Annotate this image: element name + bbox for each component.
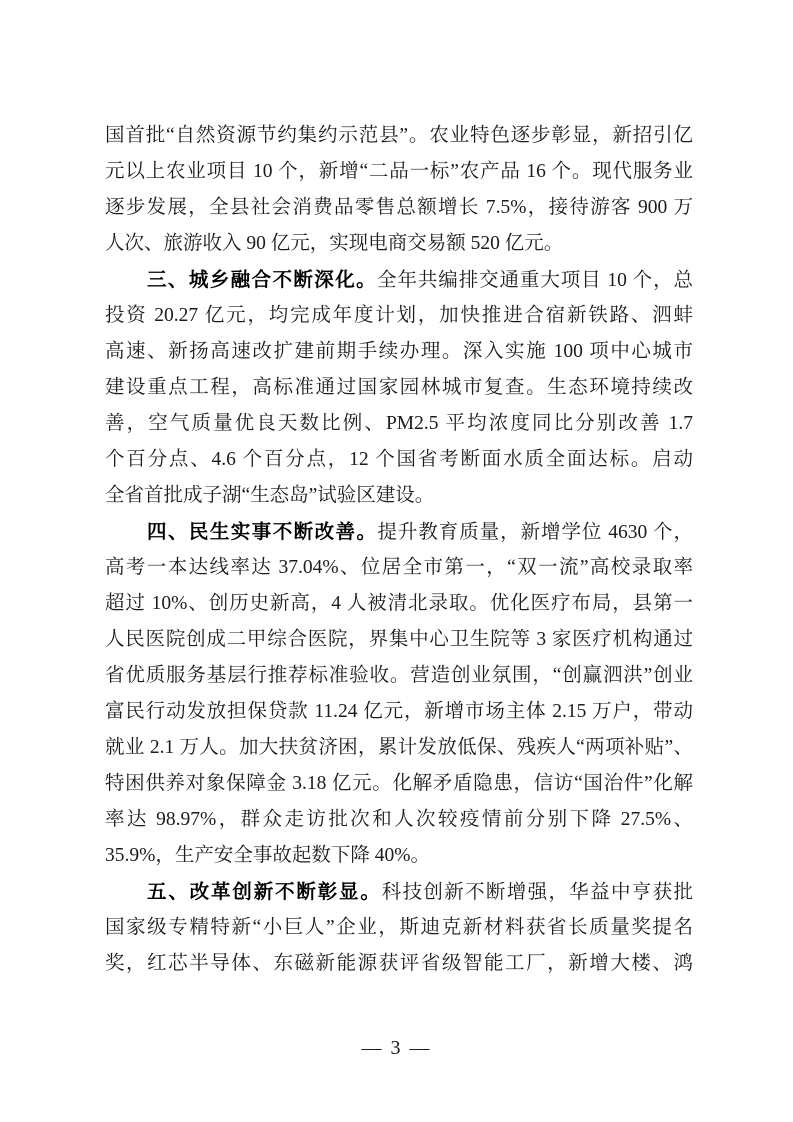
- text-line: 高考一本达线率达 37.04%、位居全市第一，“双一流”高校录取率: [105, 557, 693, 578]
- text-line: 投资 20.27 亿元，均完成年度计划，加快推进合宿新铁路、泗蚌: [105, 305, 693, 326]
- text-line: 奖，红芯半导体、东磁新能源获评省级智能工厂，新增大楼、鸿: [105, 953, 693, 974]
- p1-continuation: [105, 118, 693, 262]
- p3-section-four: [105, 514, 693, 874]
- section-heading: 三、城乡融合不断深化。: [147, 269, 378, 291]
- section-heading: 四、民生实事不断改善。: [147, 521, 378, 543]
- text-line: 四、民生实事不断改善。提升教育质量，新增学位 4630 个，: [147, 521, 693, 543]
- text-line: 善，空气质量优良天数比例、PM2.5 平均浓度同比分别改善 1.7: [105, 413, 693, 434]
- text-line: 国家级专精特新“小巨人”企业，斯迪克新材料获省长质量奖提名: [105, 917, 693, 938]
- text-line: 富民行动发放担保贷款 11.24 亿元，新增市场主体 2.15 万户，带动: [105, 701, 693, 722]
- text-line: 就业 2.1 万人。加大扶贫济困，累计发放低保、残疾人“两项补贴”、: [105, 737, 693, 758]
- section-heading: 五、改革创新不断彰显。: [147, 881, 382, 903]
- text-line: 三、城乡融合不断深化。全年共编排交通重大项目 10 个，总: [147, 269, 693, 291]
- text-line: 国首批“自然资源节约集约示范县”。农业特色逐步彰显，新招引亿: [105, 125, 693, 146]
- text-line: 超过 10%、创历史新高，4 人被清北录取。优化医疗布局，县第一: [105, 593, 693, 614]
- text-line: 省优质服务基层行推荐标准验收。营造创业氛围，“创赢泗洪”创业: [105, 665, 693, 686]
- text-line: 逐步发展，全县社会消费品零售总额增长 7.5%，接待游客 900 万: [105, 197, 693, 218]
- text-line: 建设重点工程，高标准通过国家园林城市复查。生态环境持续改: [105, 377, 693, 398]
- text-line: 率达 98.97%，群众走访批次和人次较疫情前分别下降 27.5%、: [105, 809, 693, 830]
- p2-section-three: [105, 262, 693, 514]
- text-line: 人次、旅游收入 90 亿元，实现电商交易额 520 亿元。: [105, 233, 564, 254]
- text-line: 高速、新扬高速改扩建前期手续办理。深入实施 100 项中心城市: [105, 341, 693, 362]
- text-line: 个百分点、4.6 个百分点，12 个国省考断面水质全面达标。启动: [105, 449, 693, 470]
- text-line: 元以上农业项目 10 个，新增“二品一标”农产品 16 个。现代服务业: [105, 161, 693, 182]
- text-line: 特困供养对象保障金 3.18 亿元。化解矛盾隐患，信访“国治件”化解: [105, 773, 693, 794]
- text-line: 全省首批成子湖“生态岛”试验区建设。: [105, 485, 435, 506]
- p4-section-five: [105, 874, 693, 982]
- page-number: — 3 —: [361, 1037, 432, 1059]
- text-line: 35.9%，生产安全事故起数下降 40%。: [105, 845, 430, 866]
- text-line: 人民医院创成二甲综合医院，界集中心卫生院等 3 家医疗机构通过: [105, 629, 693, 650]
- text-block: [105, 118, 693, 982]
- text-line: 五、改革创新不断彰显。科技创新不断增强，华益中亨获批: [147, 881, 693, 903]
